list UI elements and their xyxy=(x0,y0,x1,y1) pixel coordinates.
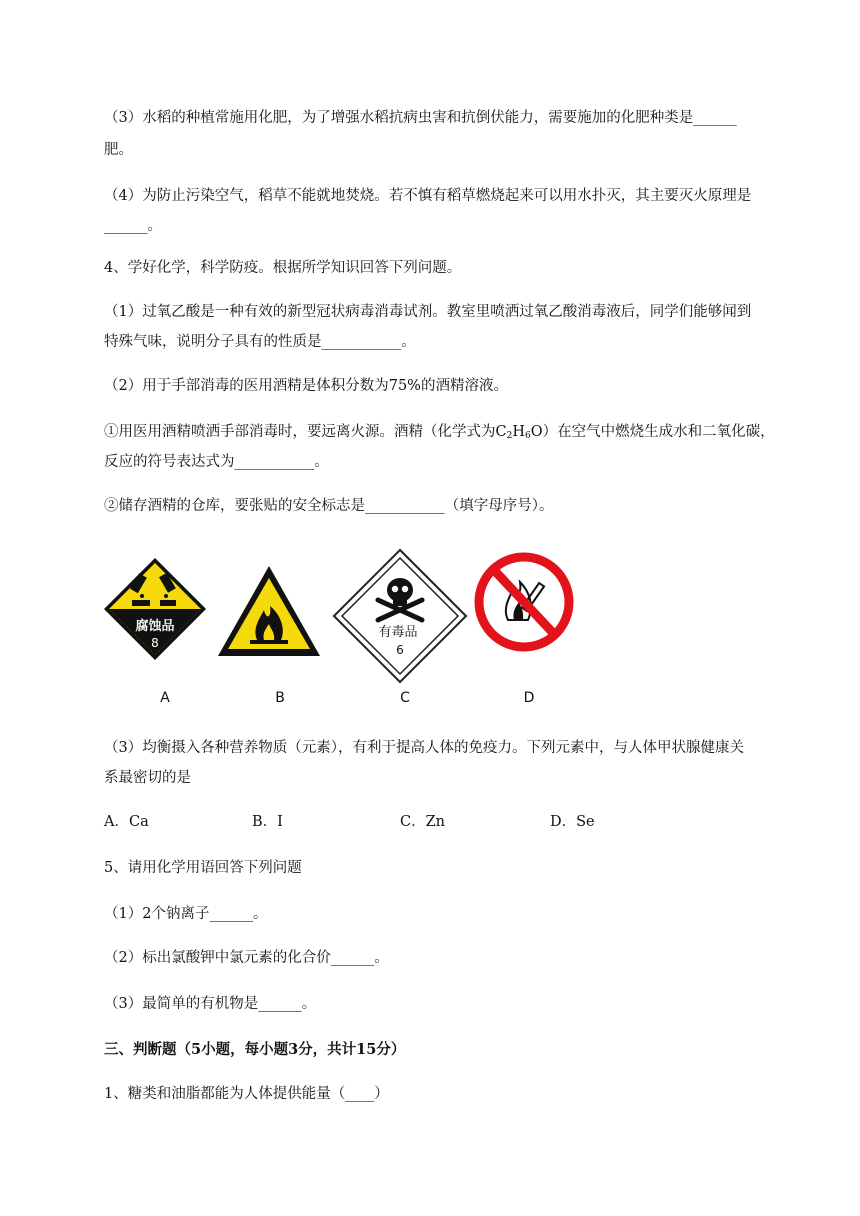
sign-label-d: D xyxy=(523,690,535,706)
q5-title: 5、请用化学用语回答下列问题 xyxy=(104,860,302,876)
sign-label-a: A xyxy=(160,690,170,706)
q4-part2: （2）用于手部消毒的医用酒精是体积分数为75%的酒精溶液。 xyxy=(104,378,508,394)
option-c[interactable]: C．Zn xyxy=(400,814,446,830)
q4-part3-line2: 系最密切的是 xyxy=(104,770,191,786)
option-d[interactable]: D．Se xyxy=(550,814,595,830)
q4-part2-1-line2: 反应的符号表达式为___________。 xyxy=(104,454,329,470)
sign-a-text: 腐蚀品 xyxy=(135,619,175,634)
toxic-sign-icon xyxy=(332,548,468,688)
sign-label-b: B xyxy=(275,690,285,706)
sign-a-number: 8 xyxy=(151,636,159,650)
q3-part3-line1: （3）水稻的种植常施用化肥，为了增强水稻抗病虫害和抗倒伏能力，需要施加的化肥种类是______ xyxy=(104,110,737,126)
q4-part2-1-line1: ①用医用酒精喷洒手部消毒时，要远离火源。酒精（化学式为$C_2H_6O$）在空气中燃烧生成水和二氧化碳， xyxy=(104,424,775,441)
section3-q1: 1、糖类和油脂都能为人体提供能量（____） xyxy=(104,1086,389,1102)
no-open-flame-sign-icon xyxy=(472,548,576,652)
option-a[interactable]: A．Ca xyxy=(104,814,149,830)
q5-part1: （1）2个钠离子______。 xyxy=(104,906,268,922)
q5-part3: （3）最简单的有机物是______。 xyxy=(104,996,317,1012)
option-b[interactable]: B．I xyxy=(252,814,283,830)
flammable-sign-icon xyxy=(214,548,324,678)
q4-part1-line2: 特殊气味，说明分子具有的性质是___________。 xyxy=(104,334,416,350)
sign-label-c: C xyxy=(400,690,410,706)
sign-c-text: 有毒品 xyxy=(378,625,418,640)
q3-part3-line2: 肥。 xyxy=(104,142,133,158)
q4-part3-options xyxy=(104,808,804,836)
sign-c-number: 6 xyxy=(396,643,404,657)
q4-part1-line1: （1）过氧乙酸是一种有效的新型冠状病毒消毒试剂。教室里喷洒过氧乙酸消毒液后，同学们能够闻到 xyxy=(104,304,752,320)
corrosive-sign-icon xyxy=(100,548,210,678)
q4-part2-2: ②储存酒精的仓库，要张贴的安全标志是___________（填字母序号）。 xyxy=(104,498,554,514)
section3-heading: 三、判断题（5小题，每小题3分，共计15分） xyxy=(104,1041,406,1058)
safety-signs xyxy=(100,548,580,718)
q3-part4-line2: ______。 xyxy=(104,218,162,234)
q5-part2: （2）标出氯酸钾中氯元素的化合价______。 xyxy=(104,950,389,966)
q4-part3-line1: （3）均衡摄入各种营养物质（元素），有利于提高人体的免疫力。下列元素中，与人体甲状腺健康关 xyxy=(104,740,744,756)
q4-title: 4、学好化学，科学防疫。根据所学知识回答下列问题。 xyxy=(104,260,462,276)
q3-part4-line1: （4）为防止污染空气，稻草不能就地焚烧。若不慎有稻草燃烧起来可以用水扑灭，其主要灭火原理是 xyxy=(104,188,752,204)
